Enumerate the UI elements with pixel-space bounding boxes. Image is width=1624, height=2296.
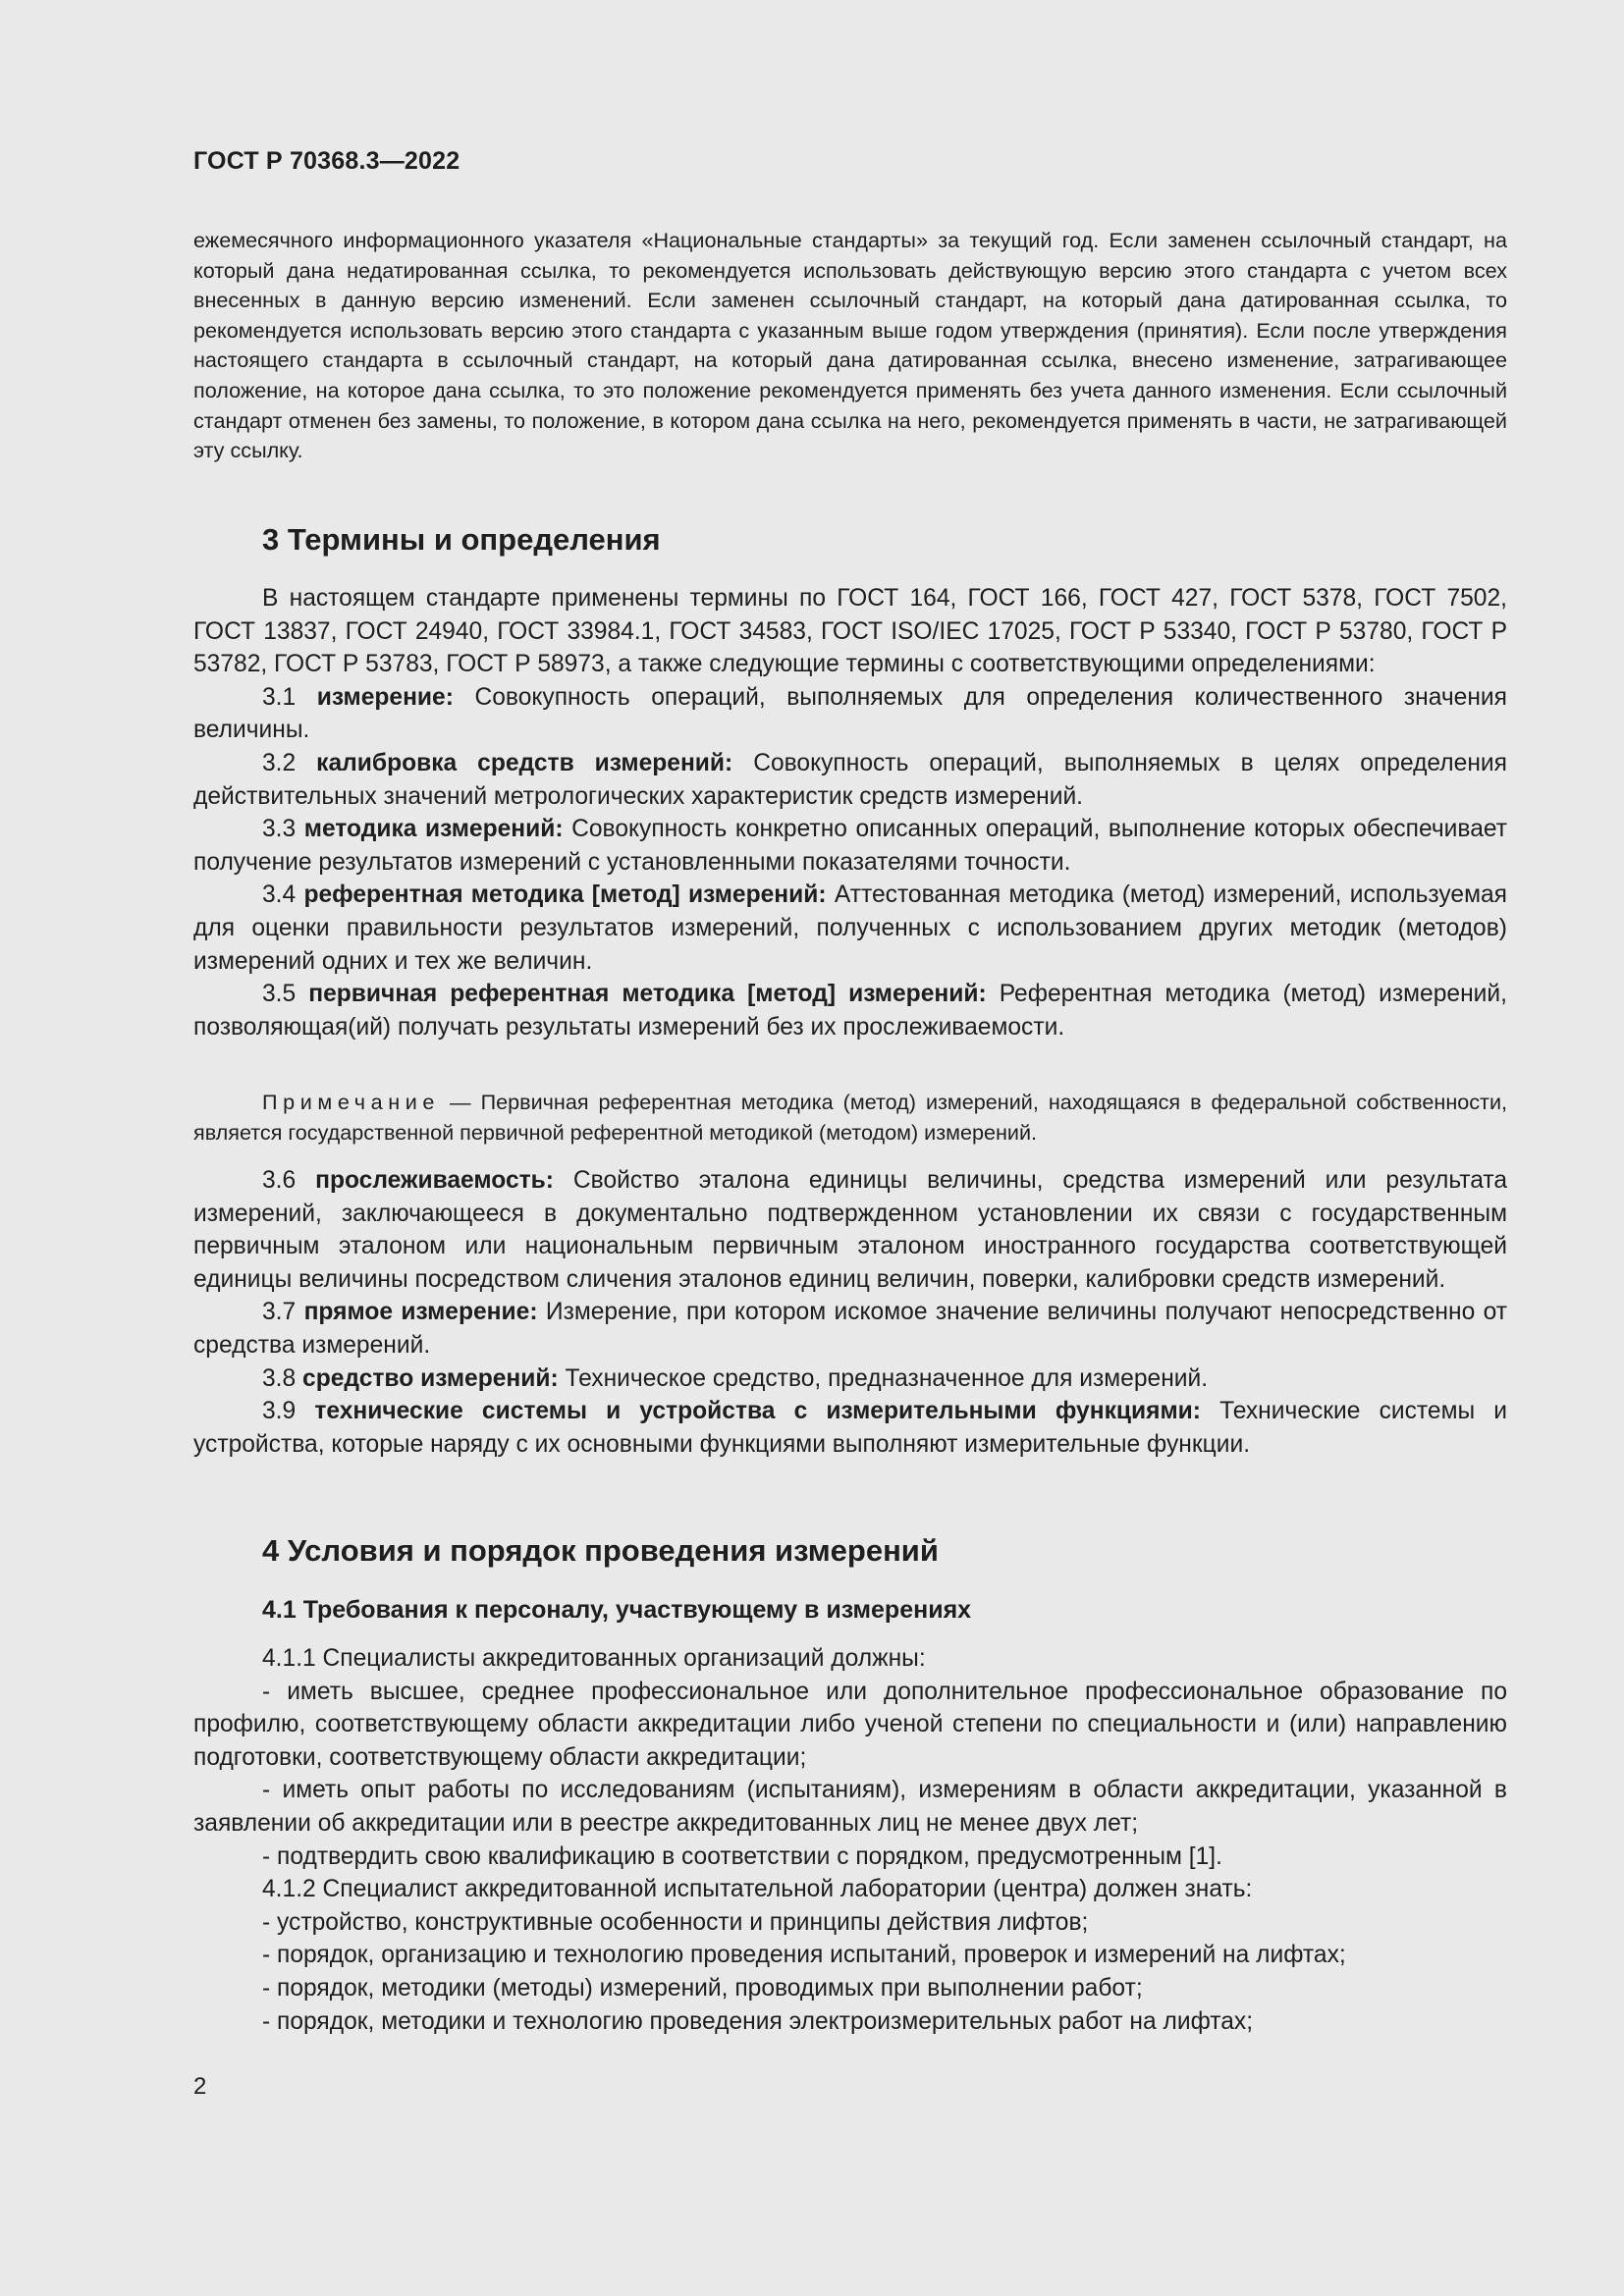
term-name: прямое измерение: — [303, 1299, 538, 1326]
list-item: - порядок, методики и технологию проведения электроизмерительных работ на лифтах; — [262, 2007, 1254, 2035]
term-number: 3.4 — [262, 881, 297, 909]
term-number: 3.9 — [262, 1398, 297, 1425]
term-3-5 — [193, 978, 1507, 1043]
term-3-3 — [193, 813, 1507, 879]
section-3-title: 3 Термины и определения — [262, 522, 661, 557]
list-item: - иметь опыт работы по исследованиям (испытаниям), измерениям в области аккредитации, указанной в заявлении об аккредитации или в реестре аккредитованных лиц не менее двух лет; — [193, 1777, 1507, 1837]
term-definition: Референтная методика (метод) измерений, позволяющая(ий) получать результаты измерений без их прослеживаемости. — [193, 981, 1507, 1041]
list-item: - порядок, методики (методы) измерений, проводимых при выполнении работ; — [262, 1974, 1143, 2002]
term-number: 3.7 — [262, 1299, 297, 1326]
list-item: - подтвердить свою квалификацию в соответствии с порядком, предусмотренным [1]. — [262, 1842, 1222, 1870]
term-3-7 — [193, 1296, 1507, 1362]
intro-paragraph: ежемесячного информационного указателя «Национальные стандарты» за текущий год. Если заменен ссылочный стандарт, на который дана недатированная ссылка, то рекомендуется использовать действующую версию этого стандарта с учетом всех внесенных в данную версию изменений. Если заменен ссылочный стандарт, на который дана датированная ссылка, то рекомендуется использовать версию этого стандарта с указанным выше годом утверждения (принятия). Если после утверждения настоящего стандарта в ссылочный стандарт, на который дана датированная ссылка, внесено изменение, затрагивающее положение, на которое дана ссылка, то это положение рекомендуется применять без учета данного изменения. Если ссылочный стандарт отменен без замены, то положение, в котором дана ссылка на него, рекомендуется применять в части, не затрагивающей эту ссылку. — [193, 228, 1507, 463]
section-4-1-title: 4.1 Требования к персоналу, участвующему в измерениях — [262, 1596, 972, 1624]
paragraph-4-1-2: 4.1.2 Специалист аккредитованной испытательной лаборатории (центра) должен знать: — [262, 1876, 1253, 1903]
term-definition: Совокупность операций, выполняемых в целях определения действительных значений метрологических характеристик средств измерений. — [193, 749, 1507, 810]
page-number: 2 — [193, 2073, 207, 2100]
term-number: 3.1 — [262, 683, 297, 711]
list-item: - устройство, конструктивные особенности и принципы действия лифтов; — [262, 1908, 1089, 1936]
term-name: средство измерений: — [302, 1364, 559, 1392]
term-definition: Свойство эталона единицы величины, средства измерений или результата измерений, заключающееся в документально подтвержденном установлении их связи с государственным первичным эталоном или национальным первичным эталоном иностранного государства соответствующей единицы величины посредством сличения эталонов единиц величин, поверки, калибровки средств измерений. — [193, 1167, 1508, 1293]
note-paragraph — [193, 1088, 1507, 1148]
term-definition: Технические системы и устройства, которые наряду с их основными функциями выполняют измерительные функции. — [193, 1398, 1508, 1458]
list-item: - иметь высшее, среднее профессиональное или дополнительное профессиональное образование по профилю, соответствующему области аккредитации либо ученой степени по специальности и (или) направлению подготовки, соответствующему области аккредитации; — [193, 1678, 1507, 1771]
term-3-8 — [193, 1362, 1507, 1396]
term-3-1 — [193, 681, 1507, 747]
document-header-id: ГОСТ Р 70368.3—2022 — [193, 147, 460, 175]
term-definition: Аттестованная методика (метод) измерений, используемая для оценки правильности результатов измерений, полученных с использованием других методик (методов) измерений одних и тех же величин. — [193, 881, 1508, 975]
section-4-title: 4 Условия и порядок проведения измерений — [262, 1533, 939, 1568]
term-name: технические системы и устройства с измерительными функциями: — [314, 1398, 1201, 1425]
term-3-9 — [193, 1395, 1507, 1461]
term-3-2 — [193, 747, 1507, 813]
term-number: 3.8 — [262, 1364, 297, 1392]
section-3-intro: В настоящем стандарте применены термины по ГОСТ 164, ГОСТ 166, ГОСТ 427, ГОСТ 5378, ГОСТ 7502, ГОСТ 13837, ГОСТ 24940, ГОСТ 33984.1, ГОСТ 34583, ГОСТ ISO/IEC 17025, ГОСТ Р 53340, ГОСТ Р 53780, ГОСТ Р 53782, ГОСТ Р 53783, ГОСТ Р 58973, а также следующие термины с соответствующими определениями: — [193, 585, 1507, 678]
term-name: первичная референтная методика [метод] измерений: — [308, 981, 987, 1008]
term-definition: Техническое средство, предназначенное для измерений. — [565, 1364, 1209, 1392]
section-3-terms-b — [193, 1164, 1507, 1461]
term-name: референтная методика [метод] измерений: — [303, 881, 827, 909]
term-name: методика измерений: — [303, 816, 564, 843]
list-item: - порядок, организацию и технологию проведения испытаний, проверок и измерений на лифтах; — [262, 1942, 1346, 1969]
term-number: 3.2 — [262, 749, 297, 776]
term-3-6 — [193, 1164, 1507, 1296]
term-name: прослеживаемость: — [315, 1167, 554, 1194]
term-3-4 — [193, 879, 1507, 978]
term-name: калибровка средств измерений: — [316, 749, 733, 776]
term-definition: Измерение, при котором искомое значение величины получают непосредственно от средства измерений. — [193, 1299, 1508, 1359]
term-definition: Совокупность операций, выполняемых для определения количественного значения величины. — [193, 683, 1507, 744]
term-number: 3.5 — [262, 981, 297, 1008]
term-number: 3.6 — [262, 1167, 297, 1194]
section-4-1-body — [193, 1642, 1507, 2038]
term-name: измерение: — [316, 683, 454, 711]
section-3-note — [193, 1088, 1507, 1148]
term-number: 3.3 — [262, 816, 297, 843]
section-3-terms-a — [193, 582, 1507, 1043]
note-label: Примечание — [262, 1090, 440, 1114]
term-definition: Совокупность конкретно описанных операций, выполнение которых обеспечивает получение результатов измерений с установленными показателями точности. — [193, 816, 1507, 876]
note-text: — Первичная референтная методика (метод) измерений, находящаяся в федеральной собственности, является государственной первичной референтной методикой (методом) измерений. — [193, 1090, 1508, 1145]
paragraph-4-1-1: 4.1.1 Специалисты аккредитованных организаций должны: — [262, 1645, 926, 1672]
